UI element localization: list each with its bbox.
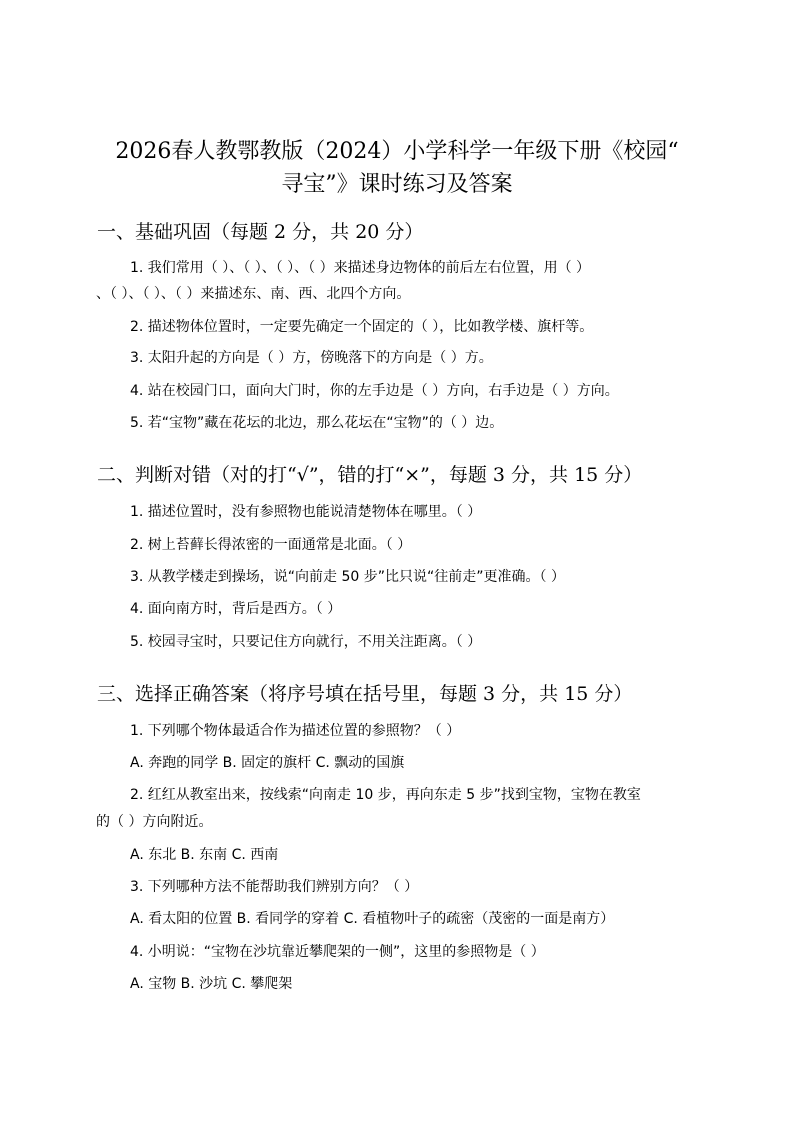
s1-question-1-cont: 、（ ）、（ ）、（ ）来描述东、南、西、北四个方向。: [96, 286, 411, 302]
s3-question-1-options: A. 奔跑的同学 B. 固定的旗杆 C. 飘动的国旗: [130, 755, 405, 771]
s2-question-4: 4. 面向南方时，背后是西方。（ ）: [130, 601, 342, 617]
section-3-heading: 三、选择正确答案（将序号填在括号里，每题 3 分，共 15 分）: [97, 683, 633, 705]
s3-question-2: 2. 红红从教室出来，按线索“向南走 10 步，再向东走 5 步”找到宝物，宝物在教室: [130, 787, 641, 803]
s3-question-4: 4. 小明说：“宝物在沙坑靠近攀爬架的一侧”，这里的参照物是（ ）: [130, 944, 545, 960]
s3-question-4-options: A. 宝物 B. 沙坑 C. 攀爬架: [130, 976, 293, 992]
s3-question-1: 1. 下列哪个物体最适合作为描述位置的参照物？（ ）: [130, 723, 461, 739]
s3-question-3-options: A. 看太阳的位置 B. 看同学的穿着 C. 看植物叶子的疏密（茂密的一面是南方）: [130, 911, 615, 927]
s1-question-1: 1. 我们常用（ ）、（ ）、（ ）、（ ）来描述身边物体的前后左右位置，用（ ）: [130, 260, 591, 276]
s3-question-2-cont: 的（ ）方向附近。: [96, 814, 213, 830]
s1-question-3: 3. 太阳升起的方向是（ ）方，傍晚落下的方向是（ ）方。: [130, 350, 493, 366]
s2-question-1: 1. 描述位置时，没有参照物也能说清楚物体在哪里。（ ）: [130, 504, 482, 520]
s2-question-3: 3. 从教学楼走到操场，说“向前走 50 步”比只说“往前走”更准确。（ ）: [130, 569, 565, 585]
s3-question-2-options: A. 东北 B. 东南 C. 西南: [130, 847, 279, 863]
section-2-heading: 二、判断对错（对的打“√”，错的打“×”，每题 3 分，共 15 分）: [97, 464, 643, 486]
page-title-line-1: 2026春人教鄂教版（2024）小学科学一年级下册《校园“: [115, 139, 679, 164]
s3-question-3: 3. 下列哪种方法不能帮助我们辨别方向？（ ）: [130, 879, 419, 895]
s2-question-5: 5. 校园寻宝时，只要记住方向就行，不用关注距离。（ ）: [130, 634, 482, 650]
s1-question-5: 5. 若“宝物”藏在花坛的北边，那么花坛在“宝物”的（ ）边。: [130, 415, 504, 431]
section-1-heading: 一、基础巩固（每题 2 分，共 20 分）: [97, 221, 424, 243]
s1-question-4: 4. 站在校园门口，面向大门时，你的左手边是（ ）方向，右手边是（ ）方向。: [130, 383, 619, 399]
s1-question-2: 2. 描述物体位置时，一定要先确定一个固定的（ ），比如教学楼、旗杆等。: [130, 319, 594, 335]
s2-question-2: 2. 树上苔藓长得浓密的一面通常是北面。（ ）: [130, 537, 412, 553]
page-title-line-2: 寻宝”》课时练习及答案: [281, 172, 513, 197]
